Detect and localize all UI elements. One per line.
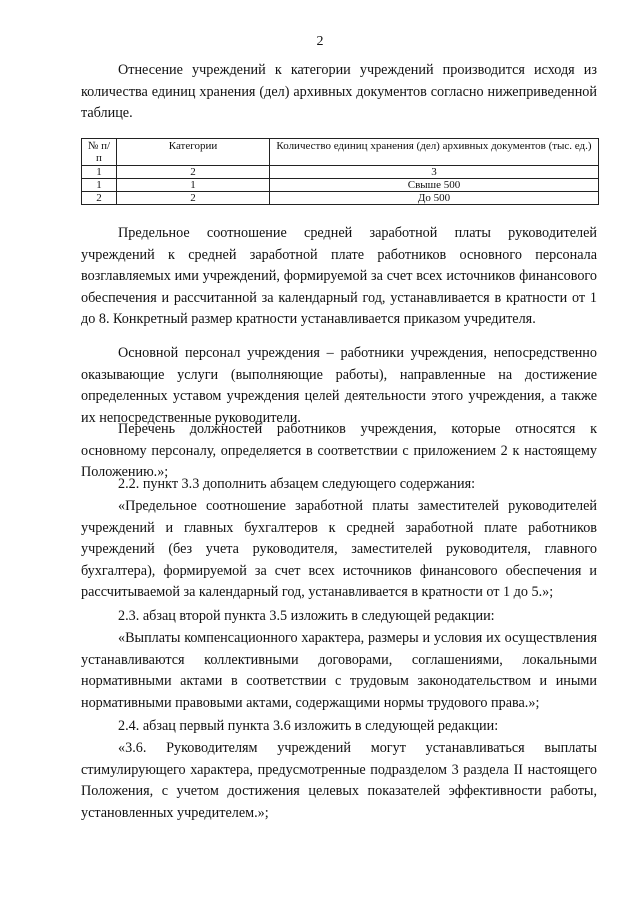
paragraph-main-personnel: Основной персонал учреждения – работники учреждения, непосредственно оказывающие услуги (выполняющие работы), направленные на достижение определенных уставом учреждения целей деятельности этого учреждения, а также их непосредственные руководители. xyxy=(81,345,597,426)
header-category: Категории xyxy=(117,139,270,166)
header-storage-units: Количество единиц хранения (дел) архивных документов (тыс. ед.) xyxy=(270,139,599,166)
table-cell: 1 xyxy=(117,179,270,192)
table-cell: Свыше 500 xyxy=(270,179,599,192)
paragraph-salary-ratio-heads: Предельное соотношение средней заработной платы руководителей учреждений к средней заработной плате работников основного персонала возглавляемых ими учреждений, формируемой за счет всех источников финансового обеспечения и рассчитанной за календарный год, устанавливается в кратности от 1 до 8. Конкретный размер кратности устанавливается приказом учредителя. xyxy=(81,225,597,328)
paragraph-salary-ratio-deputies: «Предельное соотношение заработной платы заместителей руководителей учреждений и главных бухгалтеров к средней заработной плате работников учреждений (без учета руководителя, заместителей руководителя, главного бухгалтера), формируемой за счет всех источников финансового обеспечения и рассчитываемой за календарный год, устанавливается в кратности от 1 до 5.»; xyxy=(81,498,597,601)
paragraph-positions-list: Перечень должностей работников учреждения, которые относятся к основному персоналу, определяется в соответствии с приложением 2 к настоящему Положению.»; xyxy=(81,421,597,481)
paragraph-amendment-2-2: 2.2. пункт 3.3 дополнить абзацем следующего содержания: xyxy=(118,476,476,492)
paragraph-incentive-payments: «3.6. Руководителям учреждений могут устанавливаться выплаты стимулирующего характера, предусмотренные подразделом 3 раздела II настоящего Положения, с учетом достижения целевых показателей эффективности работы, установленных учредителем.»; xyxy=(81,740,597,821)
table-cell: 2 xyxy=(117,192,270,205)
header-number: № п/п xyxy=(82,139,117,166)
table-row xyxy=(82,179,599,192)
table-cell: 3 xyxy=(270,166,599,179)
table-row xyxy=(82,166,599,179)
page-number: 2 xyxy=(316,34,324,49)
categories-table xyxy=(81,138,599,205)
table-header-row xyxy=(82,139,599,166)
paragraph-amendment-2-4: 2.4. абзац первый пункта 3.6 изложить в следующей редакции: xyxy=(118,718,499,734)
table-cell: 1 xyxy=(82,179,117,192)
table-row xyxy=(82,192,599,205)
paragraph-amendment-2-3: 2.3. абзац второй пункта 3.5 изложить в следующей редакции: xyxy=(118,608,495,624)
table-cell: 2 xyxy=(82,192,117,205)
table-cell: 2 xyxy=(117,166,270,179)
intro-paragraph: Отнесение учреждений к категории учреждений производится исходя из количества единиц хранения (дел) архивных документов согласно нижеприведенной таблице. xyxy=(81,62,597,122)
table-cell: 1 xyxy=(82,166,117,179)
table-cell: До 500 xyxy=(270,192,599,205)
paragraph-compensation-payments: «Выплаты компенсационного характера, размеры и условия их осуществления устанавливаются коллективными договорами, соглашениями, локальными нормативными актами в соответствии с трудовым законодательством и иными нормативными правовыми актами, содержащими нормы трудового права.»; xyxy=(81,630,597,711)
